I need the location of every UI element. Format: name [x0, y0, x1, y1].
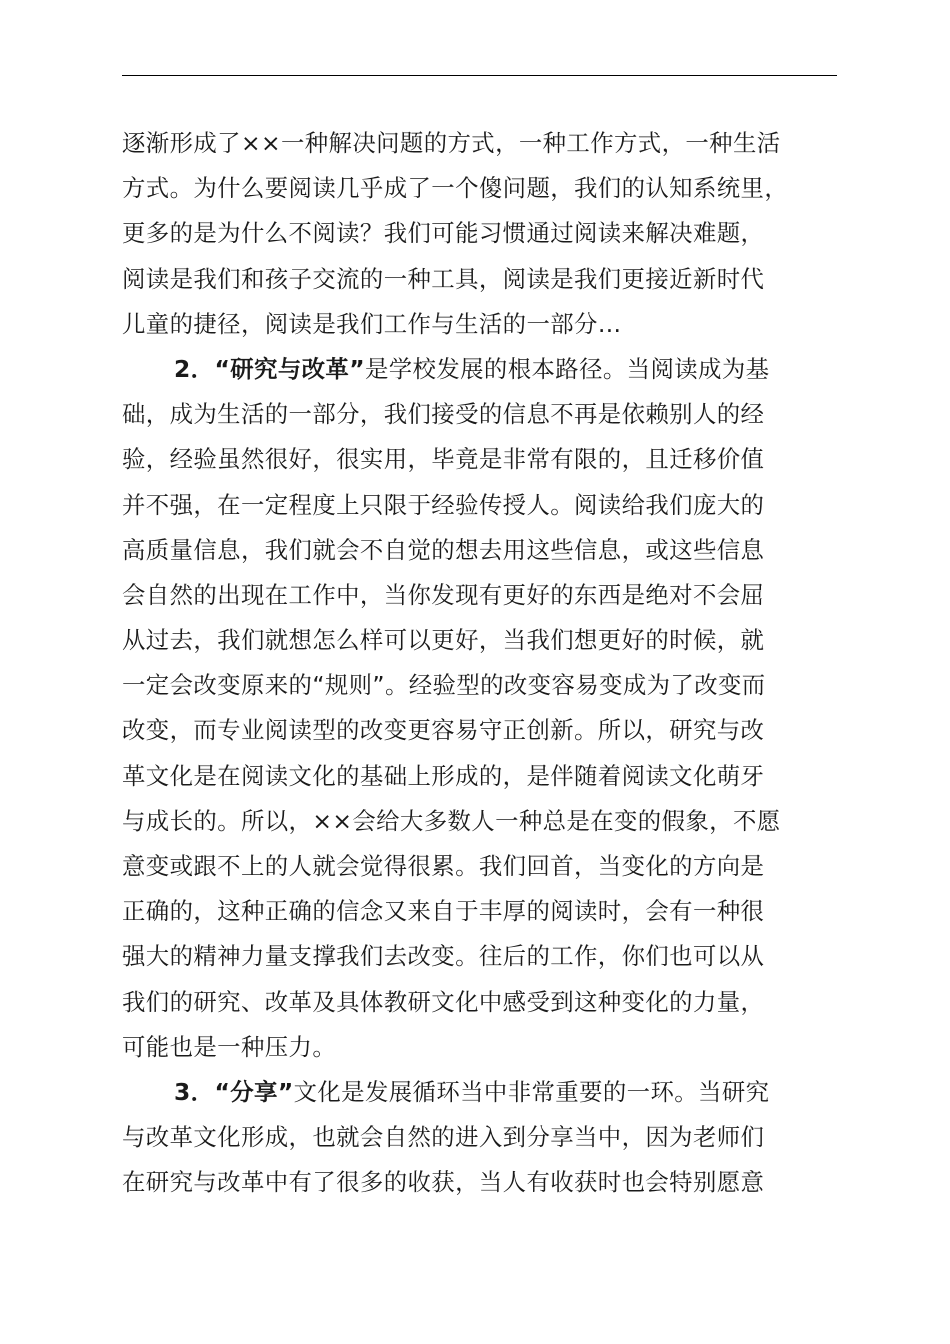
text-line: 从过去，我们就想怎么样可以更好，当我们想更好的时候，就: [122, 626, 765, 655]
text-line: 与改革文化形成，也就会自然的进入到分享当中，因为老师们: [122, 1123, 765, 1152]
text-line: 我们的研究、改革及具体教研文化中感受到这种变化的力量，: [122, 987, 765, 1016]
header-rule: [122, 75, 837, 76]
text-line: 意变或跟不上的人就会觉得很累。我们回首，当变化的方向是: [122, 852, 765, 880]
body-text: [122, 121, 844, 1206]
text-line: 逐渐形成了××一种解决问题的方式，一种工作方式，一种生活: [122, 129, 781, 157]
text-line: 高质量信息，我们就会不自觉的想去用这些信息，或这些信息: [122, 535, 765, 564]
text-line: 革文化是在阅读文化的基础上形成的，是伴随着阅读文化萌牙: [122, 761, 765, 790]
section-3-lead: 3．“分享”: [174, 1077, 294, 1106]
text-line: 阅读是我们和孩子交流的一种工具，阅读是我们更接近新时代: [122, 264, 765, 293]
text-line: 强大的精神力量支撑我们去改变。往后的工作，你们也可以从: [122, 942, 765, 971]
section-3-text: 文化是发展循环当中非常重要的一环。当研究: [293, 1077, 770, 1106]
text-line: 在研究与改革中有了很多的收获，当人有收获时也会特别愿意: [122, 1168, 765, 1197]
text-line: 验，经验虽然很好，很实用，毕竟是非常有限的，且迁移价值: [122, 445, 765, 474]
text-line: 方式。为什么要阅读几乎成了一个傻问题，我们的认知系统里，: [122, 174, 789, 203]
text-line: 会自然的出现在工作中，当你发现有更好的东西是绝对不会屈: [122, 580, 765, 609]
text-line: 础，成为生活的一部分，我们接受的信息不再是依赖别人的经: [122, 400, 765, 429]
text-line: 更多的是为什么不阅读？我们可能习惯通过阅读来解决难题，: [122, 219, 765, 248]
text-line: 与成长的。所以，××会给大多数人一种总是在变的假象，不愿: [122, 806, 781, 835]
text-line: 一定会改变原来的“规则”。经验型的改变容易变成为了改变而: [122, 671, 766, 700]
text-line: 可能也是一种压力。: [122, 1032, 337, 1061]
section-2-text: 是学校发展的根本路径。当阅读成为基: [364, 354, 770, 383]
section-2-heading-line: [122, 347, 844, 392]
text-line: 改变，而专业阅读型的改变更容易守正创新。所以，研究与改: [122, 716, 765, 745]
section-2-lead: 2．“研究与改革”: [174, 354, 365, 383]
text-line: 正确的，这种正确的信念又来自于丰厚的阅读时，会有一种很: [122, 897, 765, 926]
text-line: 儿童的捷径，阅读是我们工作与生活的一部分…: [122, 309, 622, 338]
text-line: 并不强，在一定程度上只限于经验传授人。阅读给我们庞大的: [122, 490, 765, 519]
section-3-heading-line: [122, 1070, 844, 1115]
